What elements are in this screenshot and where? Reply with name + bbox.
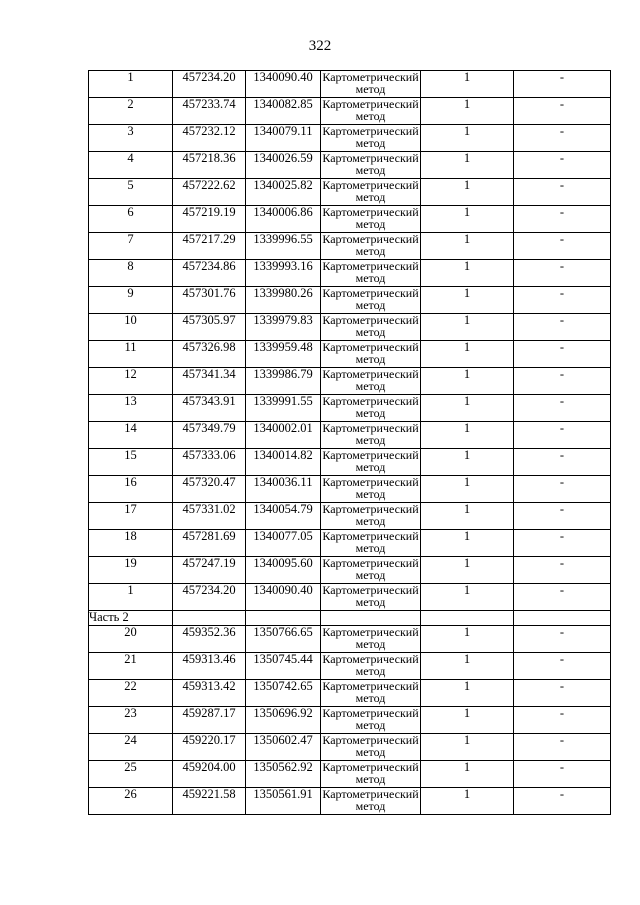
- note-cell: -: [514, 341, 611, 368]
- accuracy-cell: 1: [421, 530, 514, 557]
- accuracy-cell: 1: [421, 788, 514, 815]
- table-row: [89, 530, 611, 557]
- y-coordinate-cell: 1339959.48: [246, 341, 321, 368]
- point-number-cell: 22: [89, 680, 173, 707]
- x-coordinate-cell: 457234.20: [173, 71, 246, 98]
- note-cell: -: [514, 152, 611, 179]
- table-row: [89, 422, 611, 449]
- x-coordinate-cell: 457320.47: [173, 476, 246, 503]
- x-coordinate-cell: 457305.97: [173, 314, 246, 341]
- x-coordinate-cell: 457234.86: [173, 260, 246, 287]
- note-cell: -: [514, 422, 611, 449]
- point-number-cell: 13: [89, 395, 173, 422]
- point-number-cell: 1: [89, 584, 173, 611]
- accuracy-cell: 1: [421, 503, 514, 530]
- part-label: Часть 2: [89, 611, 173, 626]
- table-row: [89, 788, 611, 815]
- empty-cell: [173, 611, 246, 626]
- y-coordinate-cell: 1340090.40: [246, 584, 321, 611]
- table-row: [89, 287, 611, 314]
- y-coordinate-cell: 1339986.79: [246, 368, 321, 395]
- method-cell: Картометрический метод: [322, 652, 419, 678]
- accuracy-cell: 1: [421, 98, 514, 125]
- note-cell: -: [514, 98, 611, 125]
- note-cell: -: [514, 449, 611, 476]
- accuracy-cell: 1: [421, 314, 514, 341]
- y-coordinate-cell: 1340002.01: [246, 422, 321, 449]
- y-coordinate-cell: 1340025.82: [246, 179, 321, 206]
- note-cell: -: [514, 653, 611, 680]
- note-cell: -: [514, 680, 611, 707]
- table-row: [89, 626, 611, 653]
- table-row: [89, 476, 611, 503]
- point-number-cell: 21: [89, 653, 173, 680]
- point-number-cell: 16: [89, 476, 173, 503]
- method-cell: Картометрический метод: [322, 556, 419, 582]
- accuracy-cell: 1: [421, 233, 514, 260]
- accuracy-cell: 1: [421, 395, 514, 422]
- accuracy-cell: 1: [421, 368, 514, 395]
- part-separator-row: [89, 611, 611, 626]
- x-coordinate-cell: 457349.79: [173, 422, 246, 449]
- method-cell: Картометрический метод: [322, 475, 419, 501]
- y-coordinate-cell: 1340054.79: [246, 503, 321, 530]
- point-number-cell: 15: [89, 449, 173, 476]
- method-cell: Картометрический метод: [322, 313, 419, 339]
- accuracy-cell: 1: [421, 71, 514, 98]
- method-cell: Картометрический метод: [322, 733, 419, 759]
- empty-cell: [514, 611, 611, 626]
- method-cell: Картометрический метод: [322, 367, 419, 393]
- coordinates-table: [88, 70, 611, 815]
- y-coordinate-cell: 1350561.91: [246, 788, 321, 815]
- note-cell: -: [514, 584, 611, 611]
- y-coordinate-cell: 1340079.11: [246, 125, 321, 152]
- note-cell: -: [514, 233, 611, 260]
- method-cell: Картометрический метод: [322, 97, 419, 123]
- table-row: [89, 98, 611, 125]
- y-coordinate-cell: 1339979.83: [246, 314, 321, 341]
- empty-cell: [321, 611, 421, 626]
- method-cell: Картометрический метод: [322, 340, 419, 366]
- coordinates-table-body: [89, 71, 611, 815]
- accuracy-cell: 1: [421, 680, 514, 707]
- note-cell: -: [514, 71, 611, 98]
- y-coordinate-cell: 1339980.26: [246, 287, 321, 314]
- note-cell: -: [514, 314, 611, 341]
- x-coordinate-cell: 457333.06: [173, 449, 246, 476]
- accuracy-cell: 1: [421, 734, 514, 761]
- note-cell: -: [514, 530, 611, 557]
- y-coordinate-cell: 1340090.40: [246, 71, 321, 98]
- note-cell: -: [514, 476, 611, 503]
- x-coordinate-cell: 457343.91: [173, 395, 246, 422]
- empty-cell: [246, 611, 321, 626]
- point-number-cell: 7: [89, 233, 173, 260]
- table-row: [89, 503, 611, 530]
- note-cell: -: [514, 179, 611, 206]
- table-row: [89, 179, 611, 206]
- x-coordinate-cell: 459313.42: [173, 680, 246, 707]
- method-cell: Картометрический метод: [322, 529, 419, 555]
- method-cell: Картометрический метод: [322, 178, 419, 204]
- accuracy-cell: 1: [421, 179, 514, 206]
- x-coordinate-cell: 459313.46: [173, 653, 246, 680]
- note-cell: -: [514, 788, 611, 815]
- x-coordinate-cell: 457341.34: [173, 368, 246, 395]
- method-cell: Картометрический метод: [322, 502, 419, 528]
- point-number-cell: 1: [89, 71, 173, 98]
- method-cell: Картометрический метод: [322, 394, 419, 420]
- point-number-cell: 18: [89, 530, 173, 557]
- method-cell: Картометрический метод: [322, 760, 419, 786]
- method-cell: Картометрический метод: [322, 583, 419, 609]
- note-cell: -: [514, 761, 611, 788]
- x-coordinate-cell: 459287.17: [173, 707, 246, 734]
- point-number-cell: 26: [89, 788, 173, 815]
- method-cell: Картометрический метод: [322, 205, 419, 231]
- x-coordinate-cell: 457219.19: [173, 206, 246, 233]
- accuracy-cell: 1: [421, 653, 514, 680]
- x-coordinate-cell: 457301.76: [173, 287, 246, 314]
- table-row: [89, 206, 611, 233]
- note-cell: -: [514, 125, 611, 152]
- y-coordinate-cell: 1340095.60: [246, 557, 321, 584]
- table-row: [89, 341, 611, 368]
- table-row: [89, 557, 611, 584]
- y-coordinate-cell: 1350745.44: [246, 653, 321, 680]
- point-number-cell: 20: [89, 626, 173, 653]
- y-coordinate-cell: 1350602.47: [246, 734, 321, 761]
- x-coordinate-cell: 457232.12: [173, 125, 246, 152]
- point-number-cell: 17: [89, 503, 173, 530]
- table-row: [89, 653, 611, 680]
- table-row: [89, 260, 611, 287]
- point-number-cell: 14: [89, 422, 173, 449]
- accuracy-cell: 1: [421, 584, 514, 611]
- method-cell: Картометрический метод: [322, 706, 419, 732]
- accuracy-cell: 1: [421, 260, 514, 287]
- accuracy-cell: 1: [421, 287, 514, 314]
- note-cell: -: [514, 287, 611, 314]
- method-cell: Картометрический метод: [322, 787, 419, 813]
- y-coordinate-cell: 1350562.92: [246, 761, 321, 788]
- accuracy-cell: 1: [421, 557, 514, 584]
- method-cell: Картометрический метод: [322, 286, 419, 312]
- x-coordinate-cell: 457233.74: [173, 98, 246, 125]
- note-cell: -: [514, 734, 611, 761]
- table-row: [89, 152, 611, 179]
- x-coordinate-cell: 459220.17: [173, 734, 246, 761]
- table-row: [89, 680, 611, 707]
- y-coordinate-cell: 1340082.85: [246, 98, 321, 125]
- point-number-cell: 23: [89, 707, 173, 734]
- y-coordinate-cell: 1350766.65: [246, 626, 321, 653]
- x-coordinate-cell: 457222.62: [173, 179, 246, 206]
- y-coordinate-cell: 1339991.55: [246, 395, 321, 422]
- x-coordinate-cell: 459204.00: [173, 761, 246, 788]
- method-cell: Картометрический метод: [322, 232, 419, 258]
- point-number-cell: 8: [89, 260, 173, 287]
- table-row: [89, 71, 611, 98]
- point-number-cell: 9: [89, 287, 173, 314]
- point-number-cell: 4: [89, 152, 173, 179]
- point-number-cell: 2: [89, 98, 173, 125]
- table-row: [89, 233, 611, 260]
- y-coordinate-cell: 1340026.59: [246, 152, 321, 179]
- table-row: [89, 449, 611, 476]
- accuracy-cell: 1: [421, 125, 514, 152]
- method-cell: Картометрический метод: [322, 421, 419, 447]
- x-coordinate-cell: 457247.19: [173, 557, 246, 584]
- point-number-cell: 6: [89, 206, 173, 233]
- point-number-cell: 19: [89, 557, 173, 584]
- table-row: [89, 125, 611, 152]
- accuracy-cell: 1: [421, 206, 514, 233]
- method-cell: Картометрический метод: [322, 70, 419, 96]
- y-coordinate-cell: 1339996.55: [246, 233, 321, 260]
- method-cell: Картометрический метод: [322, 124, 419, 150]
- method-cell: Картометрический метод: [322, 259, 419, 285]
- method-cell: Картометрический метод: [322, 151, 419, 177]
- table-row: [89, 734, 611, 761]
- note-cell: -: [514, 206, 611, 233]
- accuracy-cell: 1: [421, 761, 514, 788]
- x-coordinate-cell: 457331.02: [173, 503, 246, 530]
- x-coordinate-cell: 459221.58: [173, 788, 246, 815]
- point-number-cell: 24: [89, 734, 173, 761]
- accuracy-cell: 1: [421, 626, 514, 653]
- accuracy-cell: 1: [421, 449, 514, 476]
- note-cell: -: [514, 557, 611, 584]
- x-coordinate-cell: 457218.36: [173, 152, 246, 179]
- point-number-cell: 5: [89, 179, 173, 206]
- accuracy-cell: 1: [421, 341, 514, 368]
- method-cell: Картометрический метод: [322, 679, 419, 705]
- y-coordinate-cell: 1340077.05: [246, 530, 321, 557]
- empty-cell: [421, 611, 514, 626]
- table-row: [89, 395, 611, 422]
- x-coordinate-cell: 457217.29: [173, 233, 246, 260]
- y-coordinate-cell: 1340006.86: [246, 206, 321, 233]
- x-coordinate-cell: 457234.20: [173, 584, 246, 611]
- table-row: [89, 584, 611, 611]
- accuracy-cell: 1: [421, 476, 514, 503]
- y-coordinate-cell: 1340014.82: [246, 449, 321, 476]
- point-number-cell: 11: [89, 341, 173, 368]
- y-coordinate-cell: 1339993.16: [246, 260, 321, 287]
- x-coordinate-cell: 459352.36: [173, 626, 246, 653]
- point-number-cell: 25: [89, 761, 173, 788]
- point-number-cell: 10: [89, 314, 173, 341]
- table-row: [89, 761, 611, 788]
- note-cell: -: [514, 707, 611, 734]
- method-cell: Картометрический метод: [322, 448, 419, 474]
- table-row: [89, 368, 611, 395]
- y-coordinate-cell: 1340036.11: [246, 476, 321, 503]
- page-number: 322: [308, 38, 332, 54]
- note-cell: -: [514, 626, 611, 653]
- y-coordinate-cell: 1350696.92: [246, 707, 321, 734]
- accuracy-cell: 1: [421, 707, 514, 734]
- point-number-cell: 12: [89, 368, 173, 395]
- note-cell: -: [514, 503, 611, 530]
- accuracy-cell: 1: [421, 422, 514, 449]
- note-cell: -: [514, 368, 611, 395]
- note-cell: -: [514, 395, 611, 422]
- accuracy-cell: 1: [421, 152, 514, 179]
- y-coordinate-cell: 1350742.65: [246, 680, 321, 707]
- x-coordinate-cell: 457281.69: [173, 530, 246, 557]
- method-cell: Картометрический метод: [322, 625, 419, 651]
- point-number-cell: 3: [89, 125, 173, 152]
- table-row: [89, 314, 611, 341]
- note-cell: -: [514, 260, 611, 287]
- table-row: [89, 707, 611, 734]
- x-coordinate-cell: 457326.98: [173, 341, 246, 368]
